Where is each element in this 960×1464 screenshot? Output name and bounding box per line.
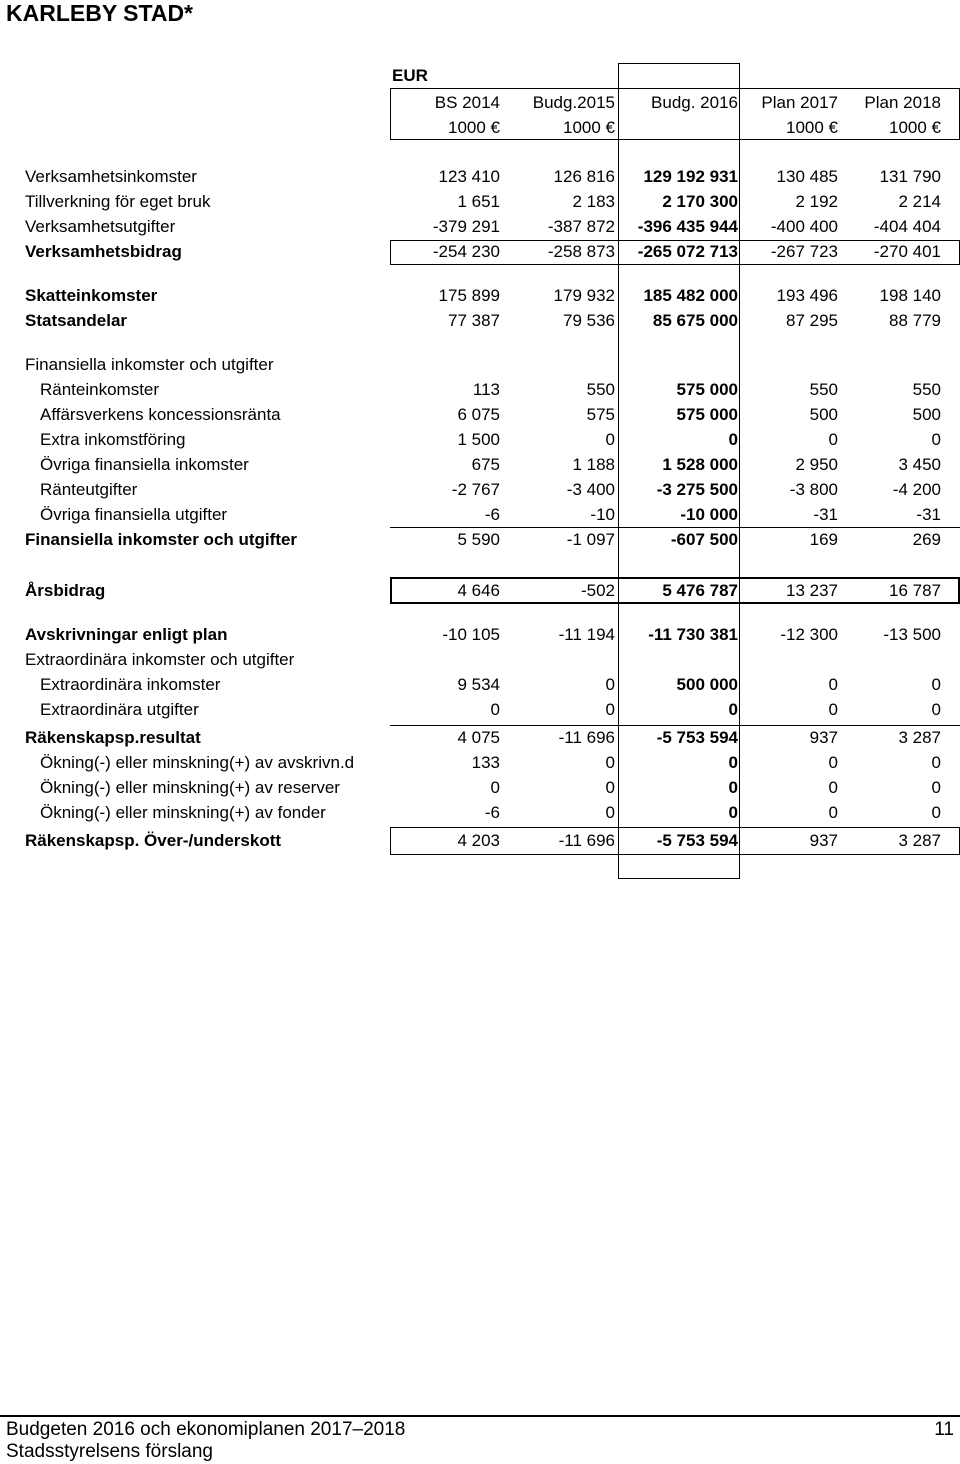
cell: 0 <box>605 675 615 694</box>
cell: 1 188 <box>572 455 615 474</box>
table-row <box>0 430 960 452</box>
cell: -10 000 <box>680 505 738 524</box>
cell: 2 950 <box>795 455 838 474</box>
cell: 87 295 <box>786 311 838 330</box>
cell: 550 <box>912 380 941 399</box>
row-label: Årsbidrag <box>25 581 106 600</box>
cell: 0 <box>728 778 738 797</box>
cell: 0 <box>828 700 838 719</box>
cell: 0 <box>931 753 941 772</box>
row-label: Ökning(-) eller minskning(+) av reserver <box>40 778 340 797</box>
cell: 13 237 <box>786 581 838 600</box>
row-label: Skatteinkomster <box>25 286 158 305</box>
table-row <box>0 242 960 264</box>
row-label: Extraordinära inkomster och utgifter <box>25 650 295 669</box>
cell: 88 779 <box>889 311 941 330</box>
table-row <box>0 675 960 697</box>
cell: 0 <box>605 430 615 449</box>
cell: 133 <box>471 753 500 772</box>
row-label: Övriga finansiella utgifter <box>40 505 228 524</box>
cell: 5 476 787 <box>662 581 738 600</box>
cell: -5 753 594 <box>656 728 738 747</box>
table-row <box>0 311 960 333</box>
cell: 6 075 <box>457 405 500 424</box>
table-row <box>0 625 960 647</box>
cell: 2 183 <box>572 192 615 211</box>
cell: -265 072 713 <box>637 242 738 261</box>
table-row <box>0 530 960 552</box>
row-label: Affärsverkens koncessionsränta <box>40 405 281 424</box>
cell: 129 192 931 <box>643 167 738 186</box>
cell: -6 <box>484 803 500 822</box>
cell: 16 787 <box>889 581 941 600</box>
cell: -404 404 <box>873 217 941 236</box>
cell: 4 075 <box>457 728 500 747</box>
row-label: Extra inkomstföring <box>40 430 186 449</box>
cell: 130 485 <box>776 167 838 186</box>
row-label: Verksamhetsutgifter <box>25 217 176 236</box>
cell: 193 496 <box>776 286 838 305</box>
cell: 575 <box>586 405 615 424</box>
finansiella-total-rule <box>390 527 960 528</box>
cell: -254 230 <box>432 242 500 261</box>
cell: 1 528 000 <box>662 455 738 474</box>
row-label: Tillverkning för eget bruk <box>25 192 211 211</box>
table-row <box>0 192 960 214</box>
row-label: Extraordinära utgifter <box>40 700 199 719</box>
footer-title: Budgeten 2016 och ekonomiplanen 2017–2018 <box>6 1419 406 1440</box>
cell: 0 <box>728 753 738 772</box>
col-unit: 1000 € <box>889 118 941 137</box>
cell: -258 873 <box>547 242 615 261</box>
cell: 1 500 <box>457 430 500 449</box>
cell: -31 <box>813 505 838 524</box>
cell: -3 400 <box>566 480 615 499</box>
table-row <box>0 778 960 800</box>
row-label: Verksamhetsbidrag <box>25 242 182 261</box>
col-header: Plan 2017 <box>761 93 838 112</box>
cell: -13 500 <box>883 625 941 644</box>
row-label: Finansiella inkomster och utgifter <box>25 355 274 374</box>
cell: -2 767 <box>451 480 500 499</box>
row-label: Ökning(-) eller minskning(+) av avskrivn.d <box>40 753 355 772</box>
table-row <box>0 831 960 853</box>
cell: 179 932 <box>553 286 615 305</box>
cell: 169 <box>809 530 838 549</box>
cell: 0 <box>828 803 838 822</box>
row-label: Räkenskapsp. Över-/underskott <box>25 831 282 850</box>
cell: 0 <box>931 675 941 694</box>
cell: 0 <box>728 700 738 719</box>
row-label: Ränteinkomster <box>40 380 160 399</box>
cell: -387 872 <box>547 217 615 236</box>
row-label: Övriga finansiella inkomster <box>40 455 249 474</box>
row-label: Avskrivningar enligt plan <box>25 625 228 644</box>
row-label: Verksamhetsinkomster <box>25 167 197 186</box>
cell: 2 192 <box>795 192 838 211</box>
cell: 675 <box>471 455 500 474</box>
cell: -4 200 <box>892 480 941 499</box>
table-row <box>0 286 960 308</box>
cell: 0 <box>605 778 615 797</box>
table-row <box>0 505 960 527</box>
cell: -267 723 <box>770 242 838 261</box>
cell: -396 435 944 <box>637 217 738 236</box>
cell: 5 590 <box>457 530 500 549</box>
section-heading <box>0 355 960 377</box>
cell: 77 387 <box>448 311 500 330</box>
col-unit: 1000 € <box>563 118 615 137</box>
row-label: Finansiella inkomster och utgifter <box>25 530 298 549</box>
cell: -3 800 <box>789 480 838 499</box>
table-row <box>0 803 960 825</box>
cell: 131 790 <box>879 167 941 186</box>
cell: -607 500 <box>670 530 738 549</box>
cell: -1 097 <box>566 530 615 549</box>
cell: 79 536 <box>563 311 615 330</box>
cell: 4 646 <box>457 581 500 600</box>
cell: 0 <box>828 753 838 772</box>
cell: 113 <box>472 380 500 399</box>
row-label: Ränteutgifter <box>40 480 138 499</box>
cell: -502 <box>580 581 615 600</box>
row-label: Statsandelar <box>25 311 128 330</box>
cell: 0 <box>931 778 941 797</box>
cell: 0 <box>828 778 838 797</box>
cell: 3 450 <box>898 455 941 474</box>
cell: 0 <box>605 803 615 822</box>
cell: -31 <box>916 505 941 524</box>
col-unit: 1000 € <box>786 118 838 137</box>
cell: 575 000 <box>676 380 738 399</box>
row-label: Ökning(-) eller minskning(+) av fonder <box>40 803 326 822</box>
col-header: Budg.2015 <box>532 93 615 112</box>
cell: 0 <box>490 778 500 797</box>
col-header: BS 2014 <box>434 93 500 112</box>
cell: 500 <box>809 405 838 424</box>
footer-rule <box>0 1415 960 1417</box>
cell: 500 000 <box>676 675 738 694</box>
cell: 0 <box>931 700 941 719</box>
cell: 4 203 <box>457 831 500 850</box>
table-row <box>0 167 960 189</box>
page-title: KARLEBY STAD* <box>6 0 193 26</box>
cell: 175 899 <box>438 286 500 305</box>
cell: 0 <box>828 675 838 694</box>
cell: -379 291 <box>432 217 500 236</box>
cell: -5 753 594 <box>656 831 738 850</box>
cell: -12 300 <box>780 625 838 644</box>
cell: 0 <box>605 700 615 719</box>
cell: 0 <box>931 430 941 449</box>
cell: 0 <box>490 700 500 719</box>
cell: 937 <box>809 728 838 747</box>
table-row <box>0 405 960 427</box>
cell: 3 287 <box>898 831 941 850</box>
table-row <box>0 728 960 750</box>
cell: 550 <box>809 380 838 399</box>
table-row <box>0 753 960 775</box>
cell: 126 816 <box>553 167 615 186</box>
cell: -11 194 <box>558 625 615 644</box>
cell: 550 <box>586 380 615 399</box>
col-header: Plan 2018 <box>864 93 941 112</box>
cell: -10 <box>590 505 615 524</box>
col-header: Budg. 2016 <box>651 93 738 112</box>
cell: 3 287 <box>898 728 941 747</box>
cell: 2 214 <box>898 192 941 211</box>
cell: -3 275 500 <box>656 480 738 499</box>
cell: 2 170 300 <box>662 192 738 211</box>
cell: 0 <box>605 753 615 772</box>
table-row <box>0 480 960 502</box>
cell: 0 <box>728 430 738 449</box>
col-unit: 1000 € <box>448 118 500 137</box>
cell: 198 140 <box>879 286 941 305</box>
cell: 0 <box>828 430 838 449</box>
cell: -11 696 <box>558 831 615 850</box>
currency-label: EUR <box>392 66 428 85</box>
cell: 575 000 <box>676 405 738 424</box>
cell: -11 696 <box>558 728 615 747</box>
row-label: Extraordinära inkomster <box>40 675 221 694</box>
cell: 500 <box>912 405 941 424</box>
cell: 1 651 <box>457 192 500 211</box>
cell: 123 410 <box>438 167 500 186</box>
table-row <box>0 581 960 603</box>
cell: -270 401 <box>873 242 941 261</box>
resultat-rule <box>390 725 960 726</box>
footer-subtitle: Stadsstyrelsens förslang <box>6 1441 213 1462</box>
table-row <box>0 217 960 239</box>
cell: 269 <box>912 530 941 549</box>
section-heading <box>0 650 960 672</box>
cell: -6 <box>484 505 500 524</box>
page-number: 11 <box>934 1419 954 1440</box>
table-row <box>0 700 960 722</box>
cell: 85 675 000 <box>652 311 738 330</box>
cell: -10 105 <box>442 625 500 644</box>
cell: 937 <box>809 831 838 850</box>
cell: 185 482 000 <box>643 286 738 305</box>
cell: 0 <box>931 803 941 822</box>
cell: 0 <box>728 803 738 822</box>
cell: -11 730 381 <box>648 625 738 644</box>
table-row <box>0 455 960 477</box>
cell: 9 534 <box>457 675 500 694</box>
cell: -400 400 <box>770 217 838 236</box>
row-label: Räkenskapsp.resultat <box>25 728 201 747</box>
table-row <box>0 380 960 402</box>
